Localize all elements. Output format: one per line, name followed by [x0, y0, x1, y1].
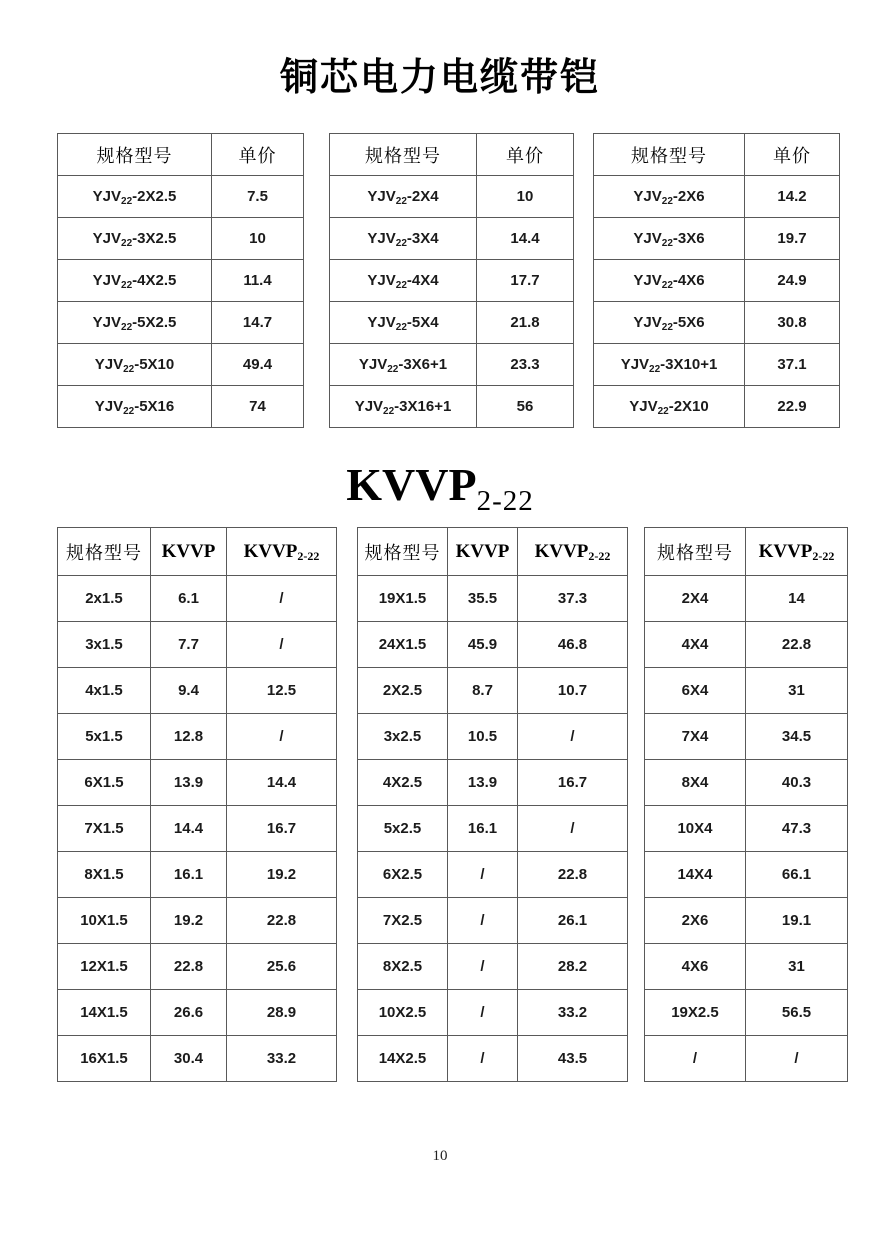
- spec-cell: 2X2.5: [358, 668, 448, 714]
- price-cell: 37.3: [518, 576, 628, 622]
- model-subscript: 22: [661, 280, 673, 291]
- model-rest: -3X2.5: [132, 230, 177, 247]
- spec-cell: 10X4: [645, 806, 746, 852]
- table-row: [330, 218, 574, 260]
- model-subscript: 22: [395, 196, 407, 207]
- model-subscript: 22: [383, 406, 395, 417]
- spec-cell: 19X2.5: [645, 990, 746, 1036]
- price-cell: /: [227, 714, 337, 760]
- price-cell: 9.4: [151, 668, 227, 714]
- model-subscript: 22: [395, 322, 407, 333]
- price-cell: /: [448, 944, 518, 990]
- price-cell: 7.5: [212, 176, 304, 218]
- spec-cell: [58, 260, 212, 302]
- table-row: [358, 622, 628, 668]
- model-prefix: YJV: [620, 356, 650, 373]
- price-cell: 40.3: [746, 760, 848, 806]
- table-row: [358, 668, 628, 714]
- kvvp2-22-subscript: 2-22: [812, 548, 835, 563]
- table-row: [645, 576, 848, 622]
- model-prefix: YJV: [354, 398, 384, 415]
- kvvp-price-table-1: [57, 527, 337, 1082]
- table-row: [58, 386, 304, 428]
- spec-cell: [330, 386, 477, 428]
- kvvp-price-table-2: [357, 527, 628, 1082]
- model-subscript: 22: [121, 280, 133, 291]
- header-row: [358, 528, 628, 576]
- yjv-table-slot-2: [329, 133, 574, 428]
- price-cell: 31: [746, 944, 848, 990]
- model-subscript: 22: [649, 364, 661, 375]
- model-subscript: 22: [121, 196, 133, 207]
- table-row: [645, 806, 848, 852]
- spec-cell: [58, 344, 212, 386]
- table-row: [58, 1036, 337, 1082]
- table-row: [358, 714, 628, 760]
- spec-cell: [58, 176, 212, 218]
- model-prefix: YJV: [367, 230, 396, 247]
- table-row: [645, 668, 848, 714]
- spec-cell: 5x2.5: [358, 806, 448, 852]
- kvvp2-22-base: KVVP: [758, 540, 813, 562]
- model-prefix: YJV: [94, 398, 124, 415]
- price-cell: 14.4: [151, 806, 227, 852]
- price-cell: 26.6: [151, 990, 227, 1036]
- table-row: [594, 302, 840, 344]
- price-cell: /: [448, 852, 518, 898]
- price-cell: 22.8: [746, 622, 848, 668]
- price-cell: 46.8: [518, 622, 628, 668]
- table-row: [58, 622, 337, 668]
- table-row: [58, 852, 337, 898]
- header-row: [330, 134, 574, 176]
- table-row: [58, 898, 337, 944]
- price-cell: /: [227, 576, 337, 622]
- col-header-spec: 规格型号: [58, 528, 151, 576]
- spec-cell: 7X2.5: [358, 898, 448, 944]
- price-cell: 12.5: [227, 668, 337, 714]
- model-rest: -3X10+1: [660, 356, 718, 373]
- price-cell: /: [448, 898, 518, 944]
- price-cell: 23.3: [477, 344, 574, 386]
- spec-cell: [594, 176, 745, 218]
- spec-cell: 4x1.5: [58, 668, 151, 714]
- model-subscript: 22: [123, 406, 135, 417]
- spec-cell: 14X2.5: [358, 1036, 448, 1082]
- yjv-table-slot-1: [57, 133, 304, 428]
- model-subscript: 22: [387, 364, 399, 375]
- price-cell: 35.5: [448, 576, 518, 622]
- price-cell: 10: [477, 176, 574, 218]
- table-row: [58, 576, 337, 622]
- spec-cell: 10X1.5: [58, 898, 151, 944]
- model-subscript: 22: [121, 238, 133, 249]
- table-row: [330, 176, 574, 218]
- price-cell: 45.9: [448, 622, 518, 668]
- spec-cell: 8X4: [645, 760, 746, 806]
- model-prefix: YJV: [367, 272, 396, 289]
- price-cell: 33.2: [227, 1036, 337, 1082]
- model-prefix: YJV: [633, 188, 662, 205]
- model-prefix: YJV: [633, 230, 662, 247]
- yjv-price-table-1: [57, 133, 304, 428]
- price-cell: 14: [746, 576, 848, 622]
- price-cell: 16.7: [227, 806, 337, 852]
- price-cell: /: [518, 806, 628, 852]
- spec-cell: 8X1.5: [58, 852, 151, 898]
- table-row: [330, 344, 574, 386]
- table-row: [58, 668, 337, 714]
- price-cell: 16.1: [448, 806, 518, 852]
- table-row: [58, 990, 337, 1036]
- col-header-kvvp2-22: [227, 528, 337, 576]
- model-prefix: YJV: [92, 230, 122, 247]
- price-cell: 14.7: [212, 302, 304, 344]
- spec-cell: 4X2.5: [358, 760, 448, 806]
- table-row: [594, 386, 840, 428]
- spec-cell: 7X1.5: [58, 806, 151, 852]
- col-header-price: 单价: [212, 134, 304, 176]
- model-prefix: YJV: [367, 314, 396, 331]
- price-cell: 30.4: [151, 1036, 227, 1082]
- page-title: 铜芯电力电缆带铠: [279, 57, 600, 99]
- table-row: [594, 260, 840, 302]
- header-row: [58, 134, 304, 176]
- spec-cell: [330, 260, 477, 302]
- price-cell: 49.4: [212, 344, 304, 386]
- price-cell: 56.5: [746, 990, 848, 1036]
- spec-cell: [58, 302, 212, 344]
- price-cell: 24.9: [745, 260, 840, 302]
- table-row: [58, 944, 337, 990]
- spec-cell: 10X2.5: [358, 990, 448, 1036]
- kvvp-price-table-3: [644, 527, 848, 1082]
- price-cell: 66.1: [746, 852, 848, 898]
- kvvp2-22-subscript: 2-22: [297, 548, 320, 563]
- kvvp2-22-subscript: 2-22: [588, 548, 611, 563]
- model-prefix: YJV: [633, 272, 662, 289]
- table-row: [58, 760, 337, 806]
- table-row: [330, 260, 574, 302]
- price-cell: 10.5: [448, 714, 518, 760]
- spec-cell: 2X6: [645, 898, 746, 944]
- kvvp-section-title: [0, 458, 880, 517]
- model-subscript: 22: [395, 280, 407, 291]
- spec-cell: [594, 302, 745, 344]
- price-cell: 47.3: [746, 806, 848, 852]
- spec-cell: [58, 218, 212, 260]
- price-cell: 56: [477, 386, 574, 428]
- table-row: [645, 852, 848, 898]
- price-cell: 8.7: [448, 668, 518, 714]
- col-header-kvvp2-22: [746, 528, 848, 576]
- price-cell: 13.9: [151, 760, 227, 806]
- table-row: [58, 218, 304, 260]
- table-row: [645, 990, 848, 1036]
- kvvp-title-subscript: 2-22: [476, 485, 534, 517]
- price-cell: 10: [212, 218, 304, 260]
- price-cell: 19.2: [151, 898, 227, 944]
- spec-cell: [330, 218, 477, 260]
- price-cell: 13.9: [448, 760, 518, 806]
- spec-cell: 6X4: [645, 668, 746, 714]
- price-cell: 30.8: [745, 302, 840, 344]
- spec-cell: 24X1.5: [358, 622, 448, 668]
- price-cell: /: [227, 622, 337, 668]
- spec-cell: 19X1.5: [358, 576, 448, 622]
- model-prefix: YJV: [358, 356, 388, 373]
- spec-cell: [58, 386, 212, 428]
- price-cell: 19.1: [746, 898, 848, 944]
- model-prefix: YJV: [629, 398, 658, 415]
- table-row: [645, 760, 848, 806]
- price-cell: 19.2: [227, 852, 337, 898]
- kvvp-table-slot-3: [644, 527, 848, 1082]
- model-prefix: YJV: [633, 314, 662, 331]
- spec-cell: 12X1.5: [58, 944, 151, 990]
- price-cell: 37.1: [745, 344, 840, 386]
- price-cell: 12.8: [151, 714, 227, 760]
- spec-cell: 2x1.5: [58, 576, 151, 622]
- table-row: [594, 344, 840, 386]
- table-row: [358, 760, 628, 806]
- col-header-spec: 规格型号: [594, 134, 745, 176]
- spec-cell: [594, 218, 745, 260]
- price-cell: 22.9: [745, 386, 840, 428]
- model-rest: -3X4: [406, 230, 439, 247]
- header-row: [594, 134, 840, 176]
- model-rest: -2X4: [406, 188, 439, 205]
- price-cell: 17.7: [477, 260, 574, 302]
- model-prefix: YJV: [92, 314, 122, 331]
- model-rest: -5X16: [134, 398, 175, 415]
- yjv-table-slot-3: [593, 133, 840, 428]
- price-cell: 25.6: [227, 944, 337, 990]
- spec-cell: 7X4: [645, 714, 746, 760]
- spec-cell: 3x2.5: [358, 714, 448, 760]
- table-row: [645, 622, 848, 668]
- model-rest: -3X16+1: [394, 398, 452, 415]
- model-rest: -4X4: [406, 272, 439, 289]
- spec-cell: 4X4: [645, 622, 746, 668]
- table-row: [594, 176, 840, 218]
- header-row: [645, 528, 848, 576]
- model-rest: -3X6+1: [398, 356, 448, 373]
- table-row: [594, 218, 840, 260]
- model-rest: -5X2.5: [132, 314, 177, 331]
- col-header-kvvp: KVVP: [448, 528, 518, 576]
- spec-cell: 8X2.5: [358, 944, 448, 990]
- price-cell: 26.1: [518, 898, 628, 944]
- price-cell: 28.2: [518, 944, 628, 990]
- table-row: [330, 302, 574, 344]
- table-row: [645, 714, 848, 760]
- spec-cell: 16X1.5: [58, 1036, 151, 1082]
- price-cell: 43.5: [518, 1036, 628, 1082]
- price-cell: 16.7: [518, 760, 628, 806]
- kvvp-table-slot-1: [57, 527, 337, 1082]
- price-cell: 74: [212, 386, 304, 428]
- col-header-spec: 规格型号: [58, 134, 212, 176]
- yjv-price-table-3: [593, 133, 840, 428]
- price-cell: 16.1: [151, 852, 227, 898]
- spec-cell: 14X1.5: [58, 990, 151, 1036]
- price-cell: /: [746, 1036, 848, 1082]
- table-row: [58, 302, 304, 344]
- table-row: [330, 386, 574, 428]
- table-row: [58, 176, 304, 218]
- spec-cell: 3x1.5: [58, 622, 151, 668]
- price-cell: 14.2: [745, 176, 840, 218]
- spec-cell: [330, 302, 477, 344]
- header-row: [58, 528, 337, 576]
- kvvp2-22-base: KVVP: [243, 540, 298, 562]
- price-cell: /: [448, 1036, 518, 1082]
- table-row: [58, 344, 304, 386]
- model-prefix: YJV: [92, 272, 122, 289]
- spec-cell: [330, 176, 477, 218]
- model-rest: -3X6: [672, 230, 705, 247]
- table-row: [58, 806, 337, 852]
- price-cell: 14.4: [477, 218, 574, 260]
- model-prefix: YJV: [367, 188, 396, 205]
- model-rest: -4X6: [672, 272, 705, 289]
- price-cell: 33.2: [518, 990, 628, 1036]
- price-cell: 7.7: [151, 622, 227, 668]
- price-cell: 14.4: [227, 760, 337, 806]
- model-prefix: YJV: [94, 356, 124, 373]
- model-subscript: 22: [123, 364, 135, 375]
- kvvp2-22-base: KVVP: [534, 540, 589, 562]
- col-header-kvvp2-22: [518, 528, 628, 576]
- spec-cell: 2X4: [645, 576, 746, 622]
- col-header-price: 单价: [745, 134, 840, 176]
- spec-cell: 4X6: [645, 944, 746, 990]
- model-subscript: 22: [121, 322, 133, 333]
- spec-cell: [594, 344, 745, 386]
- spec-cell: 5x1.5: [58, 714, 151, 760]
- col-header-spec: 规格型号: [645, 528, 746, 576]
- table-row: [358, 806, 628, 852]
- price-cell: 19.7: [745, 218, 840, 260]
- table-row: [645, 944, 848, 990]
- table-row: [358, 990, 628, 1036]
- spec-cell: [594, 386, 745, 428]
- price-cell: /: [448, 990, 518, 1036]
- price-cell: 22.8: [151, 944, 227, 990]
- price-cell: 28.9: [227, 990, 337, 1036]
- kvvp-table-slot-2: [357, 527, 628, 1082]
- price-cell: 21.8: [477, 302, 574, 344]
- kvvp-title-base: KVVP: [346, 459, 477, 510]
- model-rest: -5X10: [134, 356, 175, 373]
- model-rest: -2X2.5: [132, 188, 177, 205]
- table-row: [358, 944, 628, 990]
- spec-cell: /: [645, 1036, 746, 1082]
- spec-cell: 14X4: [645, 852, 746, 898]
- price-cell: 22.8: [227, 898, 337, 944]
- price-cell: /: [518, 714, 628, 760]
- table-row: [645, 898, 848, 944]
- table-row: [58, 714, 337, 760]
- price-cell: 22.8: [518, 852, 628, 898]
- model-rest: -5X6: [672, 314, 705, 331]
- col-header-price: 单价: [477, 134, 574, 176]
- table-row: [358, 898, 628, 944]
- model-prefix: YJV: [92, 188, 122, 205]
- table-row: [358, 852, 628, 898]
- spec-cell: [594, 260, 745, 302]
- price-cell: 6.1: [151, 576, 227, 622]
- price-cell: 34.5: [746, 714, 848, 760]
- table-row: [645, 1036, 848, 1082]
- col-header-kvvp: KVVP: [151, 528, 227, 576]
- table-row: [358, 1036, 628, 1082]
- spec-cell: 6X1.5: [58, 760, 151, 806]
- yjv-price-table-2: [329, 133, 574, 428]
- col-header-spec: 规格型号: [330, 134, 477, 176]
- model-subscript: 22: [661, 322, 673, 333]
- table-row: [58, 260, 304, 302]
- model-subscript: 22: [657, 406, 669, 417]
- spec-cell: 6X2.5: [358, 852, 448, 898]
- price-cell: 11.4: [212, 260, 304, 302]
- model-rest: -2X10: [668, 398, 709, 415]
- price-cell: 31: [746, 668, 848, 714]
- model-subscript: 22: [661, 238, 673, 249]
- table-row: [358, 576, 628, 622]
- model-rest: -4X2.5: [132, 272, 177, 289]
- model-rest: -5X4: [406, 314, 439, 331]
- col-header-spec: 规格型号: [358, 528, 448, 576]
- model-rest: -2X6: [672, 188, 705, 205]
- page-number: 10: [432, 1148, 448, 1164]
- model-subscript: 22: [395, 238, 407, 249]
- price-cell: 10.7: [518, 668, 628, 714]
- spec-cell: [330, 344, 477, 386]
- model-subscript: 22: [661, 196, 673, 207]
